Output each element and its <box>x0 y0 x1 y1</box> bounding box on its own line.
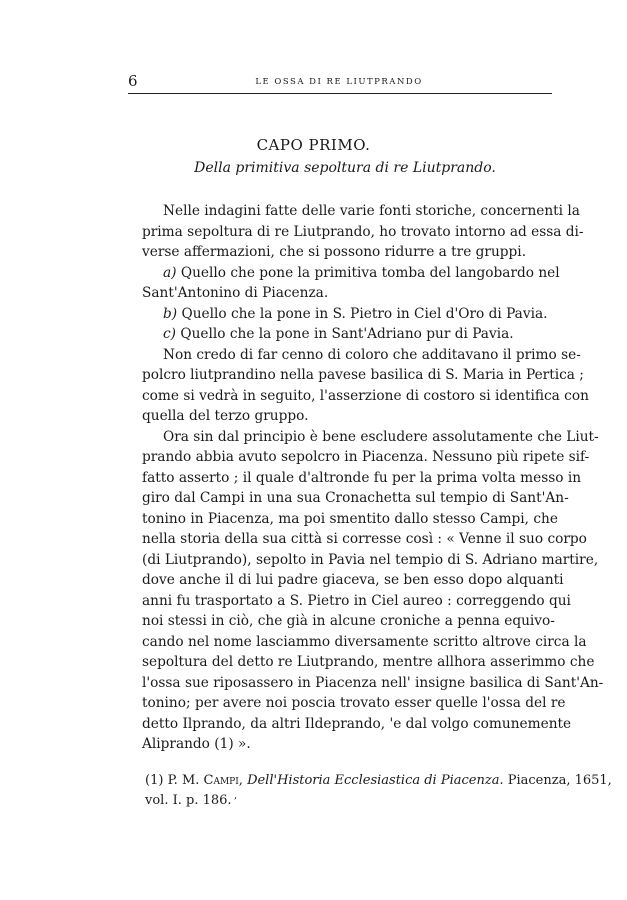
list-item-c <box>163 324 551 344</box>
text-line: sepoltura del detto re Liutprando, mentre allhora asserimmo che <box>142 654 595 670</box>
list-label: c) <box>163 326 177 342</box>
page-header <box>128 72 550 92</box>
list-text: Quello che la pone in Sant'Adriano pur di Pavia. <box>180 326 514 342</box>
header-rule <box>128 93 552 94</box>
text-line: l'ossa sue riposassero in Piacenza nell' insigne basilica di Sant'An- <box>142 675 604 691</box>
footnote-author: P. M. Campi, <box>167 773 243 788</box>
text-line: giro dal Campi in una sua Cronachetta sul tempio di Sant'An- <box>142 490 569 506</box>
text-line: cando nel nome lasciammo diversamente scritto altrove circa la <box>142 634 587 650</box>
text-line: detto Ilprando, da altri Ildeprando, 'e dal volgo comunemente <box>142 716 572 732</box>
text-line: (di Liutprando), sepolto in Pavia nel tempio di S. Adriano martire, <box>142 552 599 568</box>
text-line: noi stessi in ciò, che già in alcune croniche a penna equivo- <box>142 613 555 629</box>
list-text: Quello che pone la primitiva tomba del langobardo nel <box>180 265 560 281</box>
text-line: prando abbia avuto sepolcro in Piacenza. Nessuno più ripete sif- <box>142 449 590 465</box>
text-line: prima sepoltura di re Liutprando, ho trovato intorno ad essa di- <box>142 224 584 240</box>
list-label: a) <box>163 265 177 281</box>
list-item-a <box>163 263 560 283</box>
text-line: fatto asserto ; il quale d'altronde fu per la prima volta messo in <box>142 470 582 486</box>
text-line: tonino; per avere noi poscia trovato esser quelle l'ossa del re <box>142 695 566 711</box>
text-line: Nelle indagini fatte delle varie fonti storiche, concernenti la <box>163 203 580 219</box>
text-line: quella del terzo gruppo. <box>142 408 309 424</box>
text-line: tonino in Piacenza, ma poi smentito dallo stesso Campi, che <box>142 511 558 527</box>
footnote <box>145 771 612 791</box>
page-number: 6 <box>128 72 138 90</box>
text-line: Aliprando (1) ». <box>142 736 251 752</box>
running-head: LE OSSA DI RE LIUTPRANDO <box>255 77 423 87</box>
stray-mark: , <box>234 790 238 801</box>
footnote-work: Dell'Historia Ecclesiastica di Piacenza. <box>247 773 504 788</box>
text-line: Ora sin dal principio è bene escludere assolutamente che Liut- <box>163 429 599 445</box>
list-label: b) <box>163 306 178 322</box>
text-line: dove anche il di lui padre giaceva, se ben esso dopo alquanti <box>142 572 564 588</box>
text-line: Sant'Antonino di Piacenza. <box>142 285 329 301</box>
text-line: Non credo di far cenno di coloro che additavano il primo se- <box>163 347 581 363</box>
footnote-marker: (1) <box>145 773 164 788</box>
chapter-title: CAPO PRIMO. <box>256 136 371 154</box>
chapter-subtitle: Della primitiva sepoltura di re Liutprando. <box>194 160 496 176</box>
list-text: Quello che la pone in S. Pietro in Ciel d'Oro di Pavia. <box>181 306 548 322</box>
text-line: anni fu trasportato a S. Pietro in Ciel aureo : correggendo qui <box>142 593 571 609</box>
text-line: come si vedrà in seguito, l'asserzione di costoro si identifica con <box>142 388 589 404</box>
text-line: polcro liutprandino nella pavese basilica di S. Maria in Pertica ; <box>142 367 584 383</box>
text-line: verse affermazioni, che si possono ridurre a tre gruppi. <box>142 244 527 260</box>
footnote-line-2: vol. I. p. 186. <box>145 793 232 808</box>
list-item-b <box>163 304 551 324</box>
footnote-place-year: Piacenza, 1651, <box>507 773 612 788</box>
text-line: nella storia della sua città si corresse così : « Venne il suo corpo <box>142 531 587 547</box>
